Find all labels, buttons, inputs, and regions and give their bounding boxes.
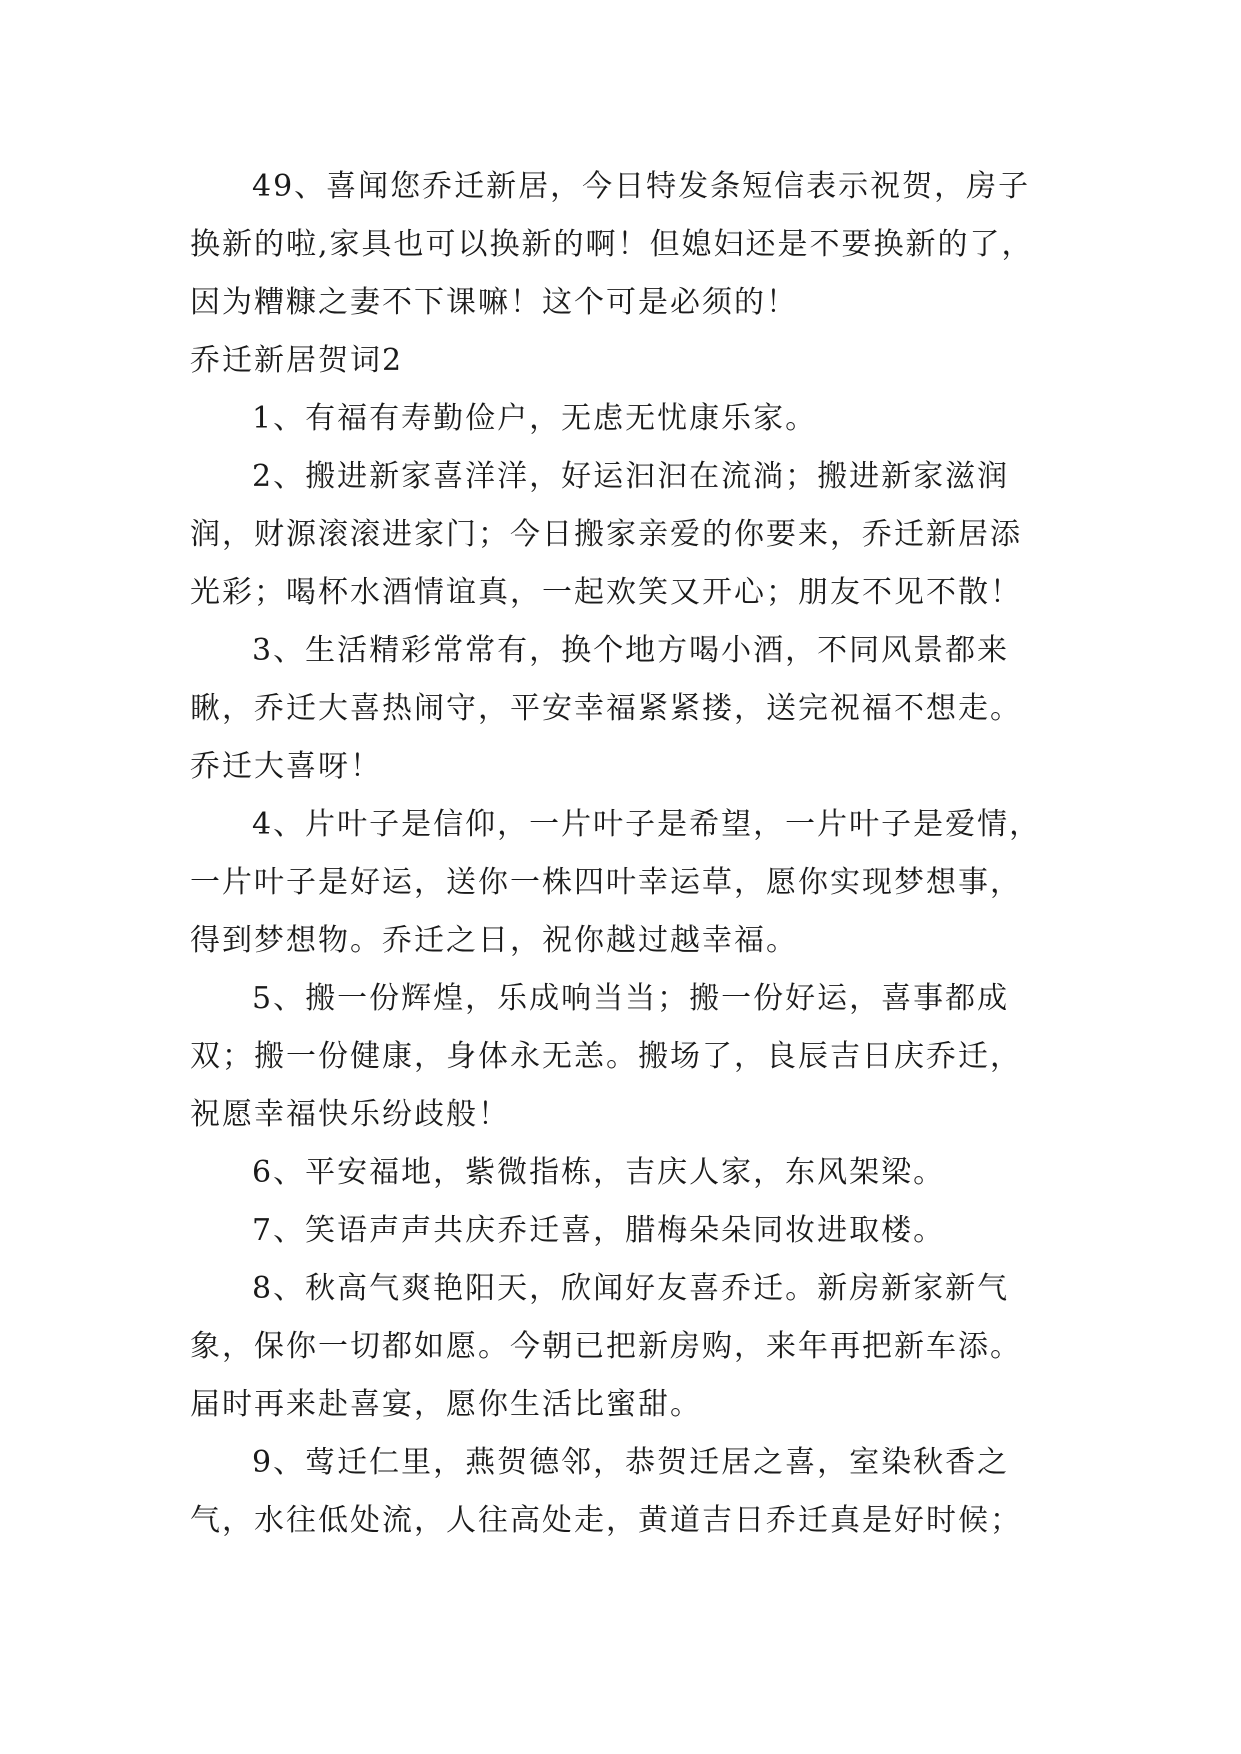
paragraph-line: 2、搬进新家喜洋洋，好运汩汩在流淌；搬进新家滋润 [252, 459, 1010, 494]
paragraph-line: 象，保你一切都如愿。今朝已把新房购，来年再把新车添。 [190, 1329, 1022, 1364]
paragraph-line: 因为糟糠之妻不下课嘛！这个可是必须的！ [190, 285, 798, 320]
paragraph-line: 49、喜闻您乔迁新居，今日特发条短信表示祝贺，房子 [252, 169, 1031, 204]
paragraph-line: 3、生活精彩常常有，换个地方喝小酒，不同风景都来 [252, 633, 1010, 668]
paragraph-line: 4、片叶子是信仰，一片叶子是希望，一片叶子是爱情， [252, 807, 1042, 842]
document-body [190, 158, 1075, 1550]
paragraph-line: 光彩；喝杯水酒情谊真，一起欢笑又开心；朋友不见不散！ [190, 575, 1022, 610]
paragraph-line: 瞅，乔迁大喜热闹守，平安幸福紧紧搂，送完祝福不想走。 [190, 691, 1022, 726]
paragraph-line: 润，财源滚滚进家门；今日搬家亲爱的你要来，乔迁新居添 [190, 517, 1022, 552]
paragraph-line: 得到梦想物。乔迁之日，祝你越过越幸福。 [190, 923, 798, 958]
paragraph-line: 届时再来赴喜宴，愿你生活比蜜甜。 [190, 1387, 702, 1422]
paragraph-line: 9、莺迁仁里，燕贺德邻，恭贺迁居之喜，室染秋香之 [252, 1445, 1010, 1480]
paragraph-line: 双；搬一份健康，身体永无恙。搬场了，良辰吉日庆乔迁， [190, 1039, 1022, 1074]
paragraph-line: 6、平安福地，紫微指栋，吉庆人家，东风架梁。 [252, 1155, 946, 1190]
paragraph-line: 换新的啦,家具也可以换新的啊！但媳妇还是不要换新的了， [190, 227, 1034, 262]
section-heading: 乔迁新居贺词2 [190, 343, 404, 378]
paragraph-line: 一片叶子是好运，送你一株四叶幸运草，愿你实现梦想事， [190, 865, 1022, 900]
paragraph-line: 气，水往低处流，人往高处走，黄道吉日乔迁真是好时候； [190, 1503, 1022, 1538]
paragraph-line: 5、搬一份辉煌，乐成响当当；搬一份好运，喜事都成 [252, 981, 1010, 1016]
paragraph-line: 祝愿幸福快乐纷歧般！ [190, 1097, 510, 1132]
paragraph-line: 8、秋高气爽艳阳天，欣闻好友喜乔迁。新房新家新气 [252, 1271, 1010, 1306]
paragraph-line: 乔迁大喜呀！ [190, 749, 382, 784]
paragraph-line: 1、有福有寿勤俭户，无虑无忧康乐家。 [252, 401, 818, 436]
paragraph-line: 7、笑语声声共庆乔迁喜，腊梅朵朵同妆进取楼。 [252, 1213, 946, 1248]
